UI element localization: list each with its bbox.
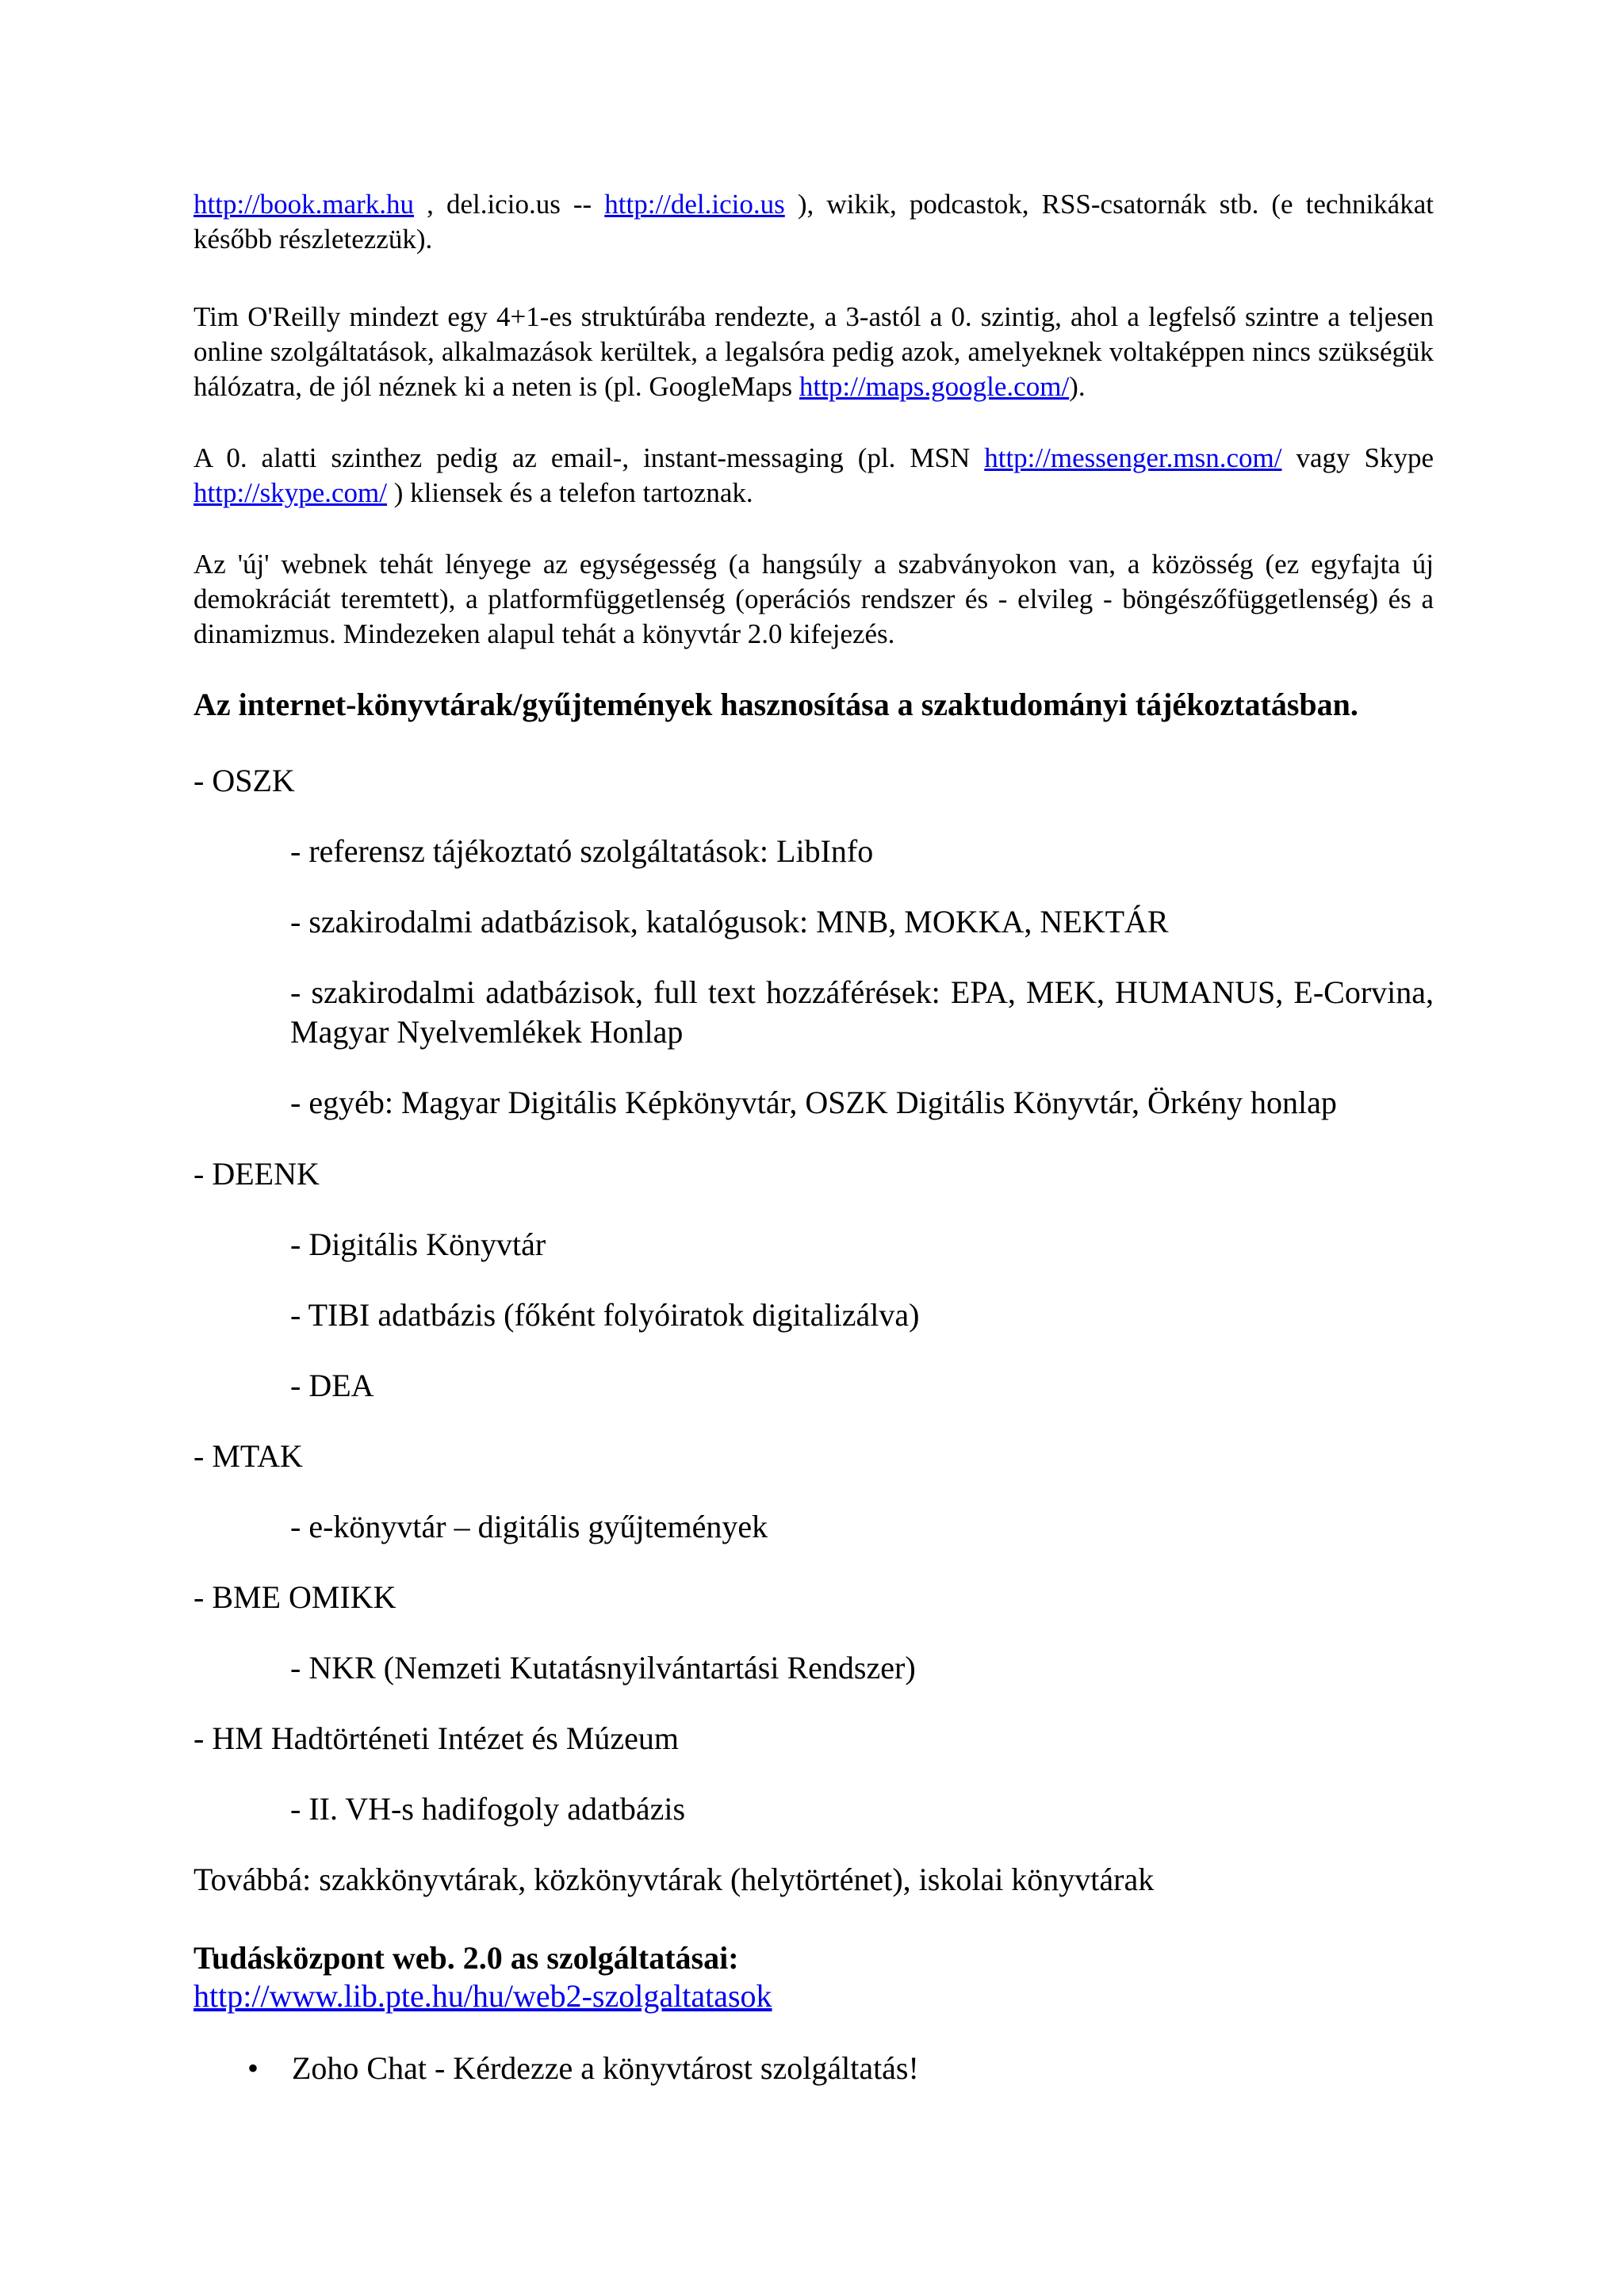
list-subitem: - DEA <box>290 1368 374 1403</box>
paragraph-text: Tim O'Reilly mindezt egy 4+1-es struktúrába rendezte, a 3-astól a 0. szintig, ahol a legfelső szintre a teljesen online szolgáltatások, alkalmazások kerültek, a legalsóra pedig azok, amelyeknek voltaképpen nincs szükségük hálózatra, de jól néznek ki a neten is (pl. GoogleMaps <box>193 301 1434 402</box>
paragraph-new-web: Az 'új' webnek tehát lényege az egységesség (a hangsúly a szabványokon van, a közösség (ez egyfajta új demokráciát teremtett), a platformfüggetlenség (operációs rendszer és - elvileg - böngészőfüggetlenség) és a dinamizmus. Mindezeken alapul tehát a könyvtár 2.0 kifejezés. <box>193 549 1434 649</box>
list-item: - BME OMIKK <box>193 1579 396 1615</box>
paragraph-text: , del.icio.us -- <box>414 189 605 220</box>
bullet-icon: • <box>247 2050 259 2086</box>
link-skype[interactable]: http://skype.com/ <box>193 477 388 508</box>
paragraph-text: ), wikik, podcastok, RSS-csatornák stb. (e technikákat később részletezzük). <box>193 189 1434 254</box>
list-item: Továbbá: szakkönyvtárak, közkönyvtárak (helytörténet), iskolai könyvtárak <box>193 1862 1155 1897</box>
bullet-list <box>193 2049 1434 2088</box>
link-msn-messenger[interactable]: http://messenger.msn.com/ <box>984 442 1282 473</box>
list-item: - MTAK <box>193 1438 303 1474</box>
list-item: - DEENK <box>193 1156 320 1192</box>
list-subitem: - szakirodalmi adatbázisok, katalógusok: MNB, MOKKA, NEKTÁR <box>290 904 1169 939</box>
section-tudaskozpont <box>193 1939 1434 2015</box>
list-subitem: - Digitális Könyvtár <box>290 1226 546 1262</box>
list-subitem: - referensz tájékoztató szolgáltatások: LibInfo <box>290 833 874 869</box>
list-subitem: - szakirodalmi adatbázisok, full text hozzáférések: EPA, MEK, HUMANUS, E-Corvina, Magyar Nyelvemlékek Honlap <box>290 974 1434 1050</box>
link-book-mark[interactable]: http://book.mark.hu <box>193 189 415 220</box>
list-item: - OSZK <box>193 763 295 798</box>
section-heading-tudaskozpont: Tudásközpont web. 2.0 as szolgáltatásai: <box>193 1940 739 1976</box>
list-item: - HM Hadtörténeti Intézet és Múzeum <box>193 1720 680 1756</box>
paragraph-text: ). <box>1069 371 1086 402</box>
link-pte-web2[interactable]: http://www.lib.pte.hu/hu/web2-szolgaltatasok <box>193 1978 772 2014</box>
list-subitem: - NKR (Nemzeti Kutatásnyilvántartási Rendszer) <box>290 1650 916 1686</box>
tudaskozpont-link-line <box>193 1977 1434 2015</box>
bullet-item <box>193 2049 1434 2088</box>
paragraph-text: vagy Skype <box>1281 442 1434 473</box>
list-subitem: - egyéb: Magyar Digitális Képkönyvtár, OSZK Digitális Könyvtár, Örkény honlap <box>290 1085 1337 1120</box>
paragraph-text: ) kliensek és a telefon tartoznak. <box>387 477 753 508</box>
list-subitem: - e-könyvtár – digitális gyűjtemények <box>290 1509 768 1544</box>
paragraph-messaging <box>193 441 1434 511</box>
link-google-maps[interactable]: http://maps.google.com/ <box>799 371 1070 402</box>
paragraph-bookmarks <box>193 187 1434 257</box>
list-subitem: - TIBI adatbázis (főként folyóiratok digitalizálva) <box>290 1297 920 1333</box>
bullet-text: Zoho Chat - Kérdezze a könyvtárost szolgáltatás! <box>292 2050 919 2086</box>
paragraph-oreilly <box>193 300 1434 404</box>
link-del-icio-us[interactable]: http://del.icio.us <box>604 189 785 220</box>
paragraph-text: A 0. alatti szinthez pedig az email-, instant-messaging (pl. MSN <box>193 442 985 473</box>
section-heading-internet-libraries: Az internet-könyvtárak/gyűjtemények hasznosítása a szaktudományi tájékoztatásban. <box>193 687 1358 722</box>
list-subitem: - II. VH-s hadifogoly adatbázis <box>290 1791 686 1827</box>
